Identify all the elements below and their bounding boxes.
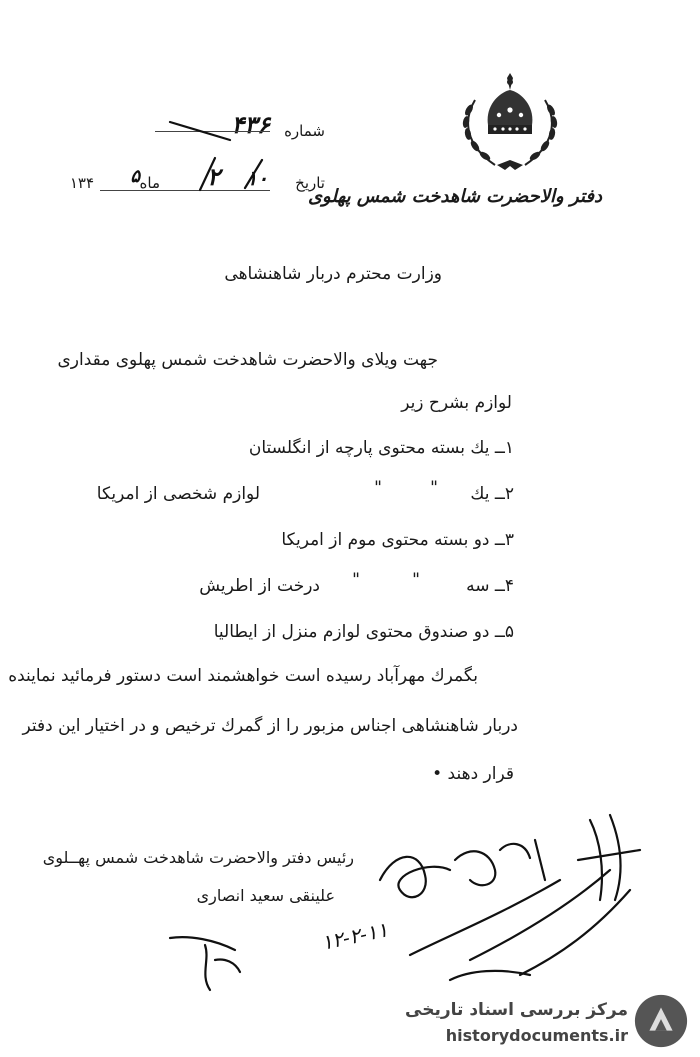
list-item: ۳ــ دو بسته محتوی موم از امریکا <box>281 530 514 550</box>
ditto-mark: " <box>374 478 382 498</box>
date-year-hand: ۵ <box>130 166 140 187</box>
date-year-prefix: ۱۳۴ <box>69 174 94 192</box>
intro-line-2: لوازم بشرح زیر <box>401 393 512 413</box>
signatory-title: رئیس دفتر والاحضرت شاهدخت شمس پهــلوی <box>42 848 354 867</box>
recipient: وزارت محترم دربار شاهنشاهی <box>224 264 442 284</box>
item4-rest: درخت از اطریش <box>199 576 320 596</box>
number-value: ۴۳۶ <box>231 110 270 139</box>
paragraph-line: دربار شاهنشاهی اجناس مزبور را از گمرك ترخیص و در اختیار این دفتر <box>22 716 518 736</box>
watermark-url: historydocuments.ir <box>445 1026 628 1045</box>
ditto-mark: " <box>412 570 420 590</box>
item2-rest: لوازم شخصی از امریکا <box>96 484 260 504</box>
date-label: تاریخ <box>295 174 325 192</box>
date-day: ۲ <box>207 162 220 191</box>
list-item: ۱ــ یك بسته محتوی پارچه از انگلستان <box>248 438 514 458</box>
archive-logo-icon <box>632 992 690 1050</box>
date-month-word: ماه <box>139 174 160 192</box>
list-item: ۴ــ سه <box>466 576 514 596</box>
paragraph-line: قرار دهند • <box>432 764 514 784</box>
number-underline <box>155 131 270 132</box>
ditto-mark: " <box>352 570 360 590</box>
office-name: دفتر والاحضرت شاهدخت شمس پهلوی <box>307 186 602 207</box>
intro-line: جهت ویلای والاحضرت شاهدخت شمس پهلوی مقداری <box>57 350 438 370</box>
watermark-title: مرکز بررسی اسناد تاریخی <box>405 1000 628 1020</box>
list-item: ۵ــ دو صندوق محتوی لوازم منزل از ایطالیا <box>213 622 514 642</box>
paragraph-line: بگمرك مهرآباد رسیده است خواهشمند است دستور فرمائید نماینده <box>8 666 478 686</box>
list-item: ۲ــ یك <box>470 484 514 504</box>
crown-emblem-icon <box>455 70 565 180</box>
number-label: شماره <box>284 122 325 140</box>
date-underline <box>100 190 270 191</box>
handwritten-date: ۱۲-۲-۱۱ <box>319 917 390 955</box>
ditto-mark: " <box>430 478 438 498</box>
signatory-name: علینقی سعید انصاری <box>196 886 335 905</box>
date-month: ۱۰ <box>246 166 268 190</box>
